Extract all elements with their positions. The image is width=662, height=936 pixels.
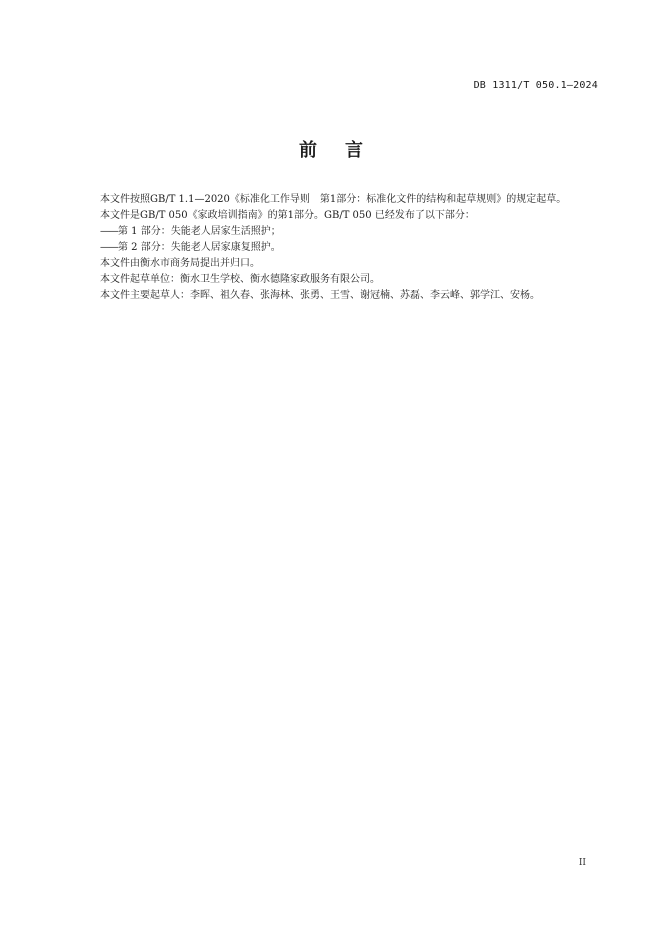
page-number: II [578, 858, 586, 868]
document-body [80, 192, 600, 304]
list-dash: —— [100, 242, 118, 253]
paragraph-drafting-rules: 本文件按照GB/T 1.1—2020《标准化工作导则 第1部分：标准化文件的结构和起草规则》的规定起草。 [100, 194, 567, 205]
list-item [80, 224, 600, 240]
paragraph-series-info: 本文件是GB/T 050《家政培训指南》的第1部分。GB/T 050 已经发布了以下部分： [100, 210, 475, 221]
paragraph-drafters: 本文件主要起草人：李晖、祖久春、张海林、张勇、王雪、谢冠楠、苏磊、李云峰、郭学江、安杨。 [100, 290, 540, 301]
list-dash: —— [100, 226, 118, 237]
list-item-text: 第 1 部分：失能老人居家生活照护； [118, 226, 281, 237]
page-title: 前言 [299, 140, 391, 161]
document-code: DB 1311/T 050.1—2024 [473, 80, 598, 91]
paragraph-proposer: 本文件由衡水市商务局提出并归口。 [100, 258, 260, 269]
paragraph-drafting-units: 本文件起草单位：衡水卫生学校、衡水德隆家政服务有限公司。 [100, 274, 380, 285]
list-item [80, 240, 600, 256]
list-item-text: 第 2 部分：失能老人居家康复照护。 [118, 242, 281, 253]
